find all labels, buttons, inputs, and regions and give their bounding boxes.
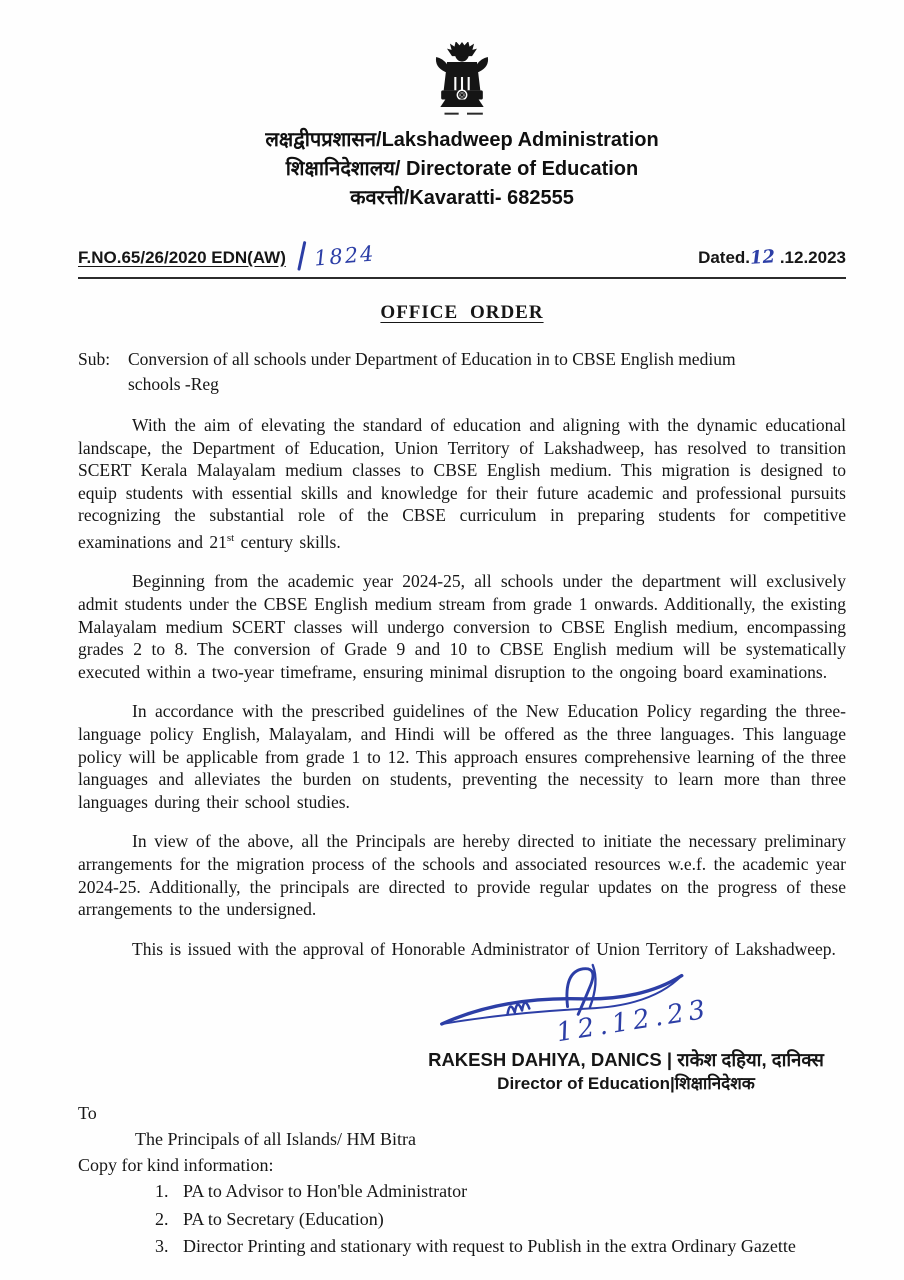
copy-item: 2. PA to Secretary (Education) bbox=[173, 1206, 846, 1234]
org-name-line: लक्षद्वीपप्रशासन/Lakshadweep Administration bbox=[265, 129, 659, 151]
paragraph-1-tail: century skills. bbox=[234, 531, 341, 552]
distribution-section bbox=[78, 1100, 846, 1261]
copy-item: 1. PA to Advisor to Hon'ble Administrator bbox=[173, 1178, 846, 1206]
handwritten-sign-date: 12.12.23 bbox=[554, 994, 713, 1049]
address-line: कवरत्ती/Kavaratti- 682555 bbox=[350, 187, 574, 209]
subject-line bbox=[78, 347, 846, 397]
paragraph-1-text: With the aim of elevating the standard of education and aligning with the dynamic educational landscape, the Department of Education, Union Territory of Lakshadweep, has resolved to transition SCERT Kerala Malayalam medium classes to CBSE English medium. This migration is designed to equip students with essential skills and knowledge for their future academic and professional pursuits recognizing the substantial role of the CBSE curriculum in preparing students for competitive examinations and 21 bbox=[78, 415, 846, 552]
dated-rest: .12.2023 bbox=[775, 248, 846, 267]
handwritten-diary-number: 1824 bbox=[313, 241, 377, 271]
superscript-st: st bbox=[226, 531, 235, 544]
signatory-designation: Director of Education|शिक्षानिदेशक bbox=[497, 1074, 755, 1094]
paragraph-1 bbox=[78, 414, 846, 553]
file-number: F.NO.65/26/2020 EDN(AW) bbox=[78, 248, 286, 267]
subject-text: Conversion of all schools under Department of Education in to CBSE English medium schools -Reg bbox=[128, 349, 736, 394]
handwritten-slash-mark bbox=[297, 241, 306, 271]
document-header bbox=[78, 42, 846, 213]
directorate-line: शिक्षानिदेशालय/ Directorate of Education bbox=[285, 158, 639, 180]
handwritten-signature bbox=[434, 962, 734, 1055]
national-emblem-icon bbox=[78, 42, 846, 126]
document-title: OFFICE ORDER bbox=[380, 302, 544, 323]
copy-label: Copy for kind information: bbox=[78, 1155, 274, 1176]
handwritten-day: 12 bbox=[749, 246, 776, 269]
dated-label: Dated. bbox=[698, 248, 751, 267]
to-label: To bbox=[78, 1103, 97, 1124]
paragraph-4: In view of the above, all the Principals are hereby directed to initiate the necessary preliminary arrangements for the migration process of the schools and associated resources w.e.f. the academic year 2024-25. Additionally, the principals are directed to provide regular updates on the progress of these arrangements to the undersigned. bbox=[78, 831, 846, 920]
copy-list bbox=[173, 1178, 846, 1261]
paragraph-5: This is issued with the approval of Honorable Administrator of Union Territory of Lakshadweep. bbox=[132, 938, 836, 959]
reference-row bbox=[78, 233, 846, 279]
subject-label: Sub: bbox=[78, 349, 111, 369]
paragraph-3: In accordance with the prescribed guidelines of the New Education Policy regarding the three-language policy English, Malayalam, and Hindi will be offered as the three languages. This language policy will be applicable from grade 1 to 12. This approach ensures comprehensive learning of the three languages and alleviates the burden on students, preventing the necessity to learn more than three languages during their school studies. bbox=[78, 701, 846, 812]
signatory-name: RAKESH DAHIYA, DANICS | राकेश दहिया, दानिक्स bbox=[428, 1049, 824, 1071]
addressee-line: The Principals of all Islands/ HM Bitra bbox=[135, 1129, 416, 1150]
signature-block bbox=[406, 962, 846, 1096]
copy-item: 3. Director Printing and stationary with request to Publish in the extra Ordinary Gazette bbox=[173, 1233, 846, 1261]
dated-field bbox=[698, 247, 846, 268]
paragraph-2: Beginning from the academic year 2024-25, all schools under the department will exclusively admit students under the CBSE English medium stream from grade 1 onwards. Additionally, the existing Malayalam medium SCERT classes will undergo conversion to CBSE English medium, encompassing grades 2 to 8. The conversion of Grade 9 and 10 to CBSE English medium will be systematically executed within a two-year timeframe, ensuring minimal disruption to the ongoing board examinations. bbox=[78, 571, 846, 682]
